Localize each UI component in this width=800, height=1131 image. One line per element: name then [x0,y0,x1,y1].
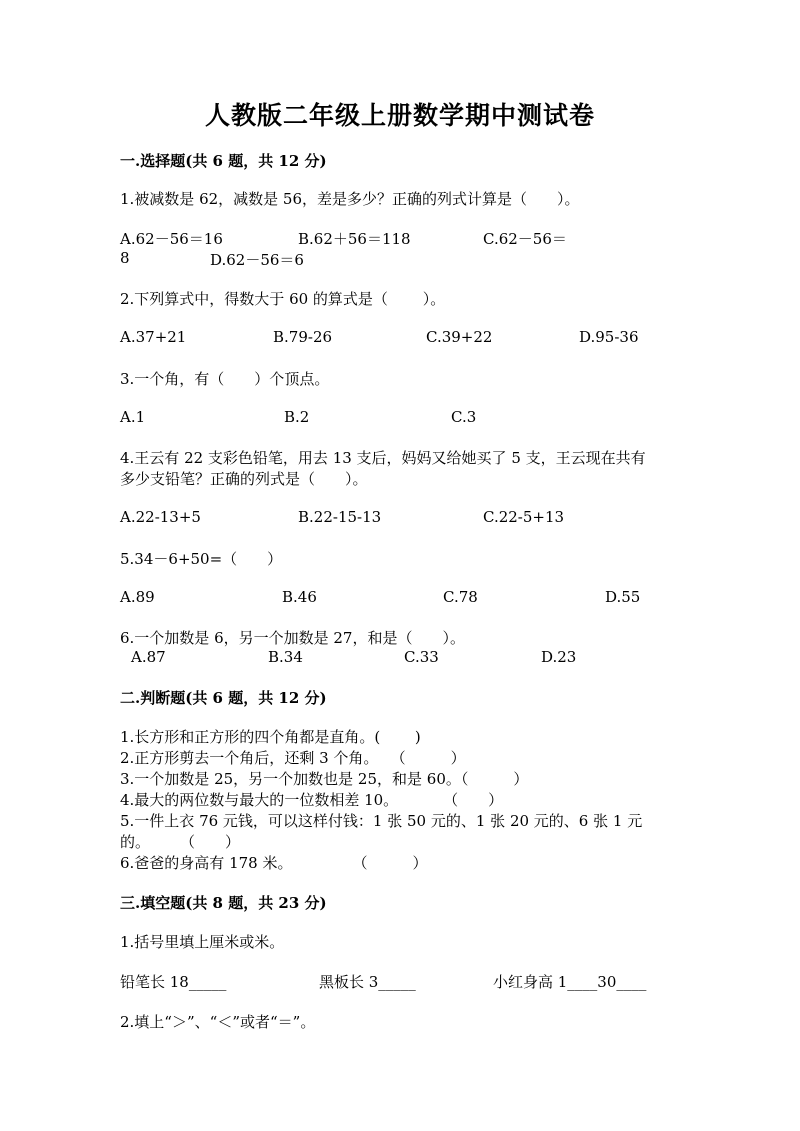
question-2-stem: 2.下列算式中，得数大于 60 的算式是（ ）。 [120,290,446,308]
question-1-option-d: D.62－56＝6 [210,251,304,269]
fill-blank-blackboard: 黑板长 3_____ [319,973,416,991]
question-5-option-c: C.78 [443,588,478,606]
judge-item-2: 2.正方形剪去一个角后，还剩 3 个角。 （ ） [120,749,466,767]
judge-item-5: 5.一件上衣 76 元钱，可以这样付钱：1 张 50 元的、1 张 20 元的、6 张 1 元 [120,812,643,830]
fill-blank-pencil: 铅笔长 18_____ [120,973,227,991]
question-5-stem: 5.34－6+50=（ ） [120,550,283,568]
question-4-option-a: A.22-13+5 [120,508,201,526]
question-4-option-c: C.22-5+13 [483,508,565,526]
section-heading-judge: 二.判断题(共 6 题，共 12 分) [120,689,327,707]
question-1-option-a: A.62－56＝16 [120,230,223,248]
judge-item-1: 1.长方形和正方形的四个角都是直角。( ) [120,728,421,746]
question-5-option-a: A.89 [120,588,155,606]
question-1-stem: 1.被减数是 62，减数是 56，差是多少？正确的列式计算是（ ）。 [120,190,580,208]
question-4-option-b: B.22-15-13 [298,508,382,526]
question-5-option-b: B.46 [282,588,317,606]
question-2-option-a: A.37+21 [120,328,187,346]
question-5-option-d: D.55 [605,588,641,606]
question-6-option-b: B.34 [268,648,303,666]
question-6-stem: 6.一个加数是 6，另一个加数是 27，和是（ ）。 [120,629,465,647]
question-1-option-c: C.62－56＝ [483,230,567,248]
question-3-stem: 3.一个角，有（ ）个顶点。 [120,370,330,388]
question-6-option-d: D.23 [541,648,577,666]
question-3-option-b: B.2 [284,408,310,426]
question-4-stem-line-2: 多少支铅笔？正确的列式是（ ）。 [120,470,368,488]
judge-item-3: 3.一个加数是 25，另一个加数也是 25，和是 60。（ ） [120,770,529,788]
question-2-option-c: C.39+22 [426,328,493,346]
fill-question-1: 1.括号里填上厘米或米。 [120,933,285,951]
fill-question-2: 2.填上“＞”、“＜”或者“＝”。 [120,1013,316,1031]
judge-item-6: 6.爸爸的身高有 178 米。 （ ） [120,854,428,872]
section-heading-fill: 三.填空题(共 8 题，共 23 分) [120,894,327,912]
section-heading-choice: 一.选择题(共 6 题，共 12 分) [120,152,327,170]
page-title: 人教版二年级上册数学期中测试卷 [204,101,595,130]
question-1-option-c-continued: 8 [120,249,130,267]
judge-item-5-continued: 的。 （ ） [120,833,241,851]
question-6-option-a: A.87 [131,648,166,666]
question-3-option-c: C.3 [451,408,477,426]
question-2-option-d: D.95-36 [579,328,639,346]
question-1-option-b: B.62＋56＝118 [298,230,411,248]
judge-item-4: 4.最大的两位数与最大的一位数相差 10。 （ ） [120,791,504,809]
question-4-stem-line-1: 4.王云有 22 支彩色铅笔，用去 13 支后，妈妈又给她买了 5 支，王云现在共有 [120,449,646,467]
fill-blank-height: 小红身高 1____30____ [493,973,647,991]
question-3-option-a: A.1 [120,408,146,426]
question-6-option-c: C.33 [404,648,439,666]
question-2-option-b: B.79-26 [273,328,333,346]
